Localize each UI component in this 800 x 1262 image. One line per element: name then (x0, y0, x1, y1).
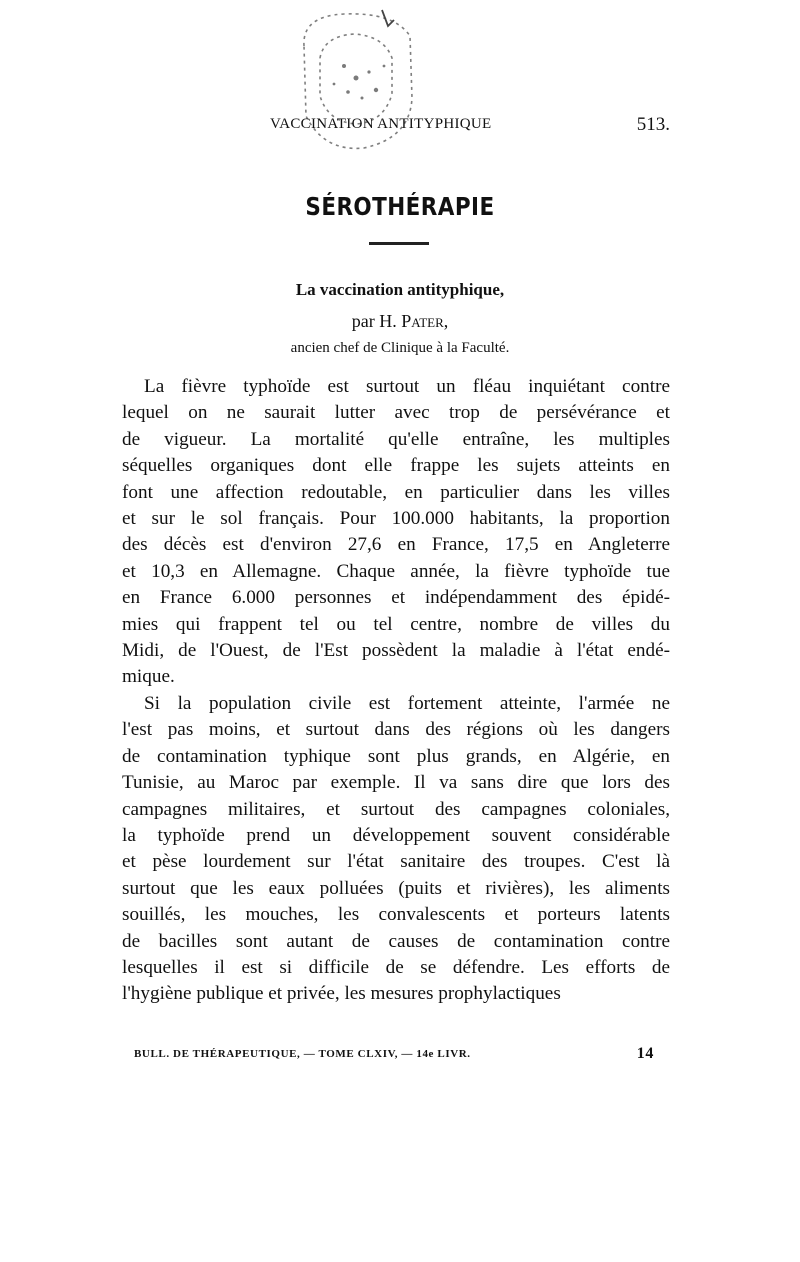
text-line: campagnes militaires, et surtout des campagnes coloniales, (122, 798, 670, 820)
text-line: lequel on ne saurait lutter avec trop de persévérance et (122, 402, 670, 424)
text-line: mique. (122, 666, 175, 688)
text-line: mies qui frappent tel ou tel centre, nombre de villes du (122, 613, 670, 635)
body-text (122, 374, 670, 1008)
text-line: font une affection redoutable, en particulier dans les villes (122, 481, 670, 503)
running-title: VACCINATION ANTITYPHIQUE (270, 116, 492, 132)
text-line: et sur le sol français. Pour 100.000 habitants, la proportion (122, 508, 670, 530)
body-paragraph (122, 691, 670, 1008)
text-line: et 10,3 en Allemagne. Chaque année, la fièvre typhoïde tue (122, 560, 670, 582)
author-prefix: par H. (351, 311, 402, 331)
text-line: l'hygiène publique et privée, les mesures prophylactiques (122, 983, 561, 1005)
running-head (122, 116, 670, 138)
page-footer (134, 1046, 654, 1066)
text-line: des décès est d'environ 27,6 en France, 17,5 en Angleterre (122, 534, 670, 556)
author-line (0, 311, 800, 332)
author-affiliation: ancien chef de Clinique à la Faculté. (290, 340, 510, 356)
text-line: surtout que les eaux polluées (puits et rivières), les aliments (122, 877, 670, 899)
footer-journal: BULL. DE THÉRAPEUTIQUE, — TOME CLXIV, — 14e LIVR. (134, 1048, 471, 1060)
article-title: La vaccination antityphique, (295, 280, 505, 299)
text-line: en France 6.000 personnes et indépendamment des épidé- (122, 587, 670, 609)
page-number: 513. (636, 114, 670, 135)
text-line: La fièvre typhoïde est surtout un fléau inquiétant contre (144, 376, 670, 397)
author-name: Pater, (401, 311, 449, 331)
text-line: séquelles organiques dont elle frappe les sujets atteints en (122, 455, 670, 477)
body-paragraph (122, 374, 670, 691)
text-line: souillés, les mouches, les convalescents et porteurs latents (122, 904, 670, 926)
heading-rule (369, 242, 429, 245)
text-line: de vigueur. La mortalité qu'elle entraîne, les multiples (122, 428, 670, 450)
text-line: l'est pas moins, et surtout dans des régions où les dangers (122, 719, 670, 741)
footer-sheet-number: 14 (636, 1045, 654, 1062)
text-line: lesquelles il est si difficile de se défendre. Les efforts de (122, 956, 670, 978)
text-line: de bacilles sont autant de causes de contamination contre (122, 930, 670, 952)
text-line: la typhoïde prend un développement souvent considérable (122, 824, 670, 846)
text-line: et pèse lourdement sur l'état sanitaire des troupes. C'est là (122, 851, 670, 873)
text-line: de contamination typhique sont plus grands, en Algérie, en (122, 745, 670, 767)
section-heading: SÉROTHÉRAPIE (305, 192, 495, 221)
text-line: Si la population civile est fortement atteinte, l'armée ne (144, 692, 670, 714)
library-stamp-icon (284, 6, 420, 166)
text-line: Tunisie, au Maroc par exemple. Il va sans dire que lors des (122, 772, 670, 794)
text-line: Midi, de l'Ouest, de l'Est possèdent la maladie à l'état endé- (122, 640, 670, 662)
